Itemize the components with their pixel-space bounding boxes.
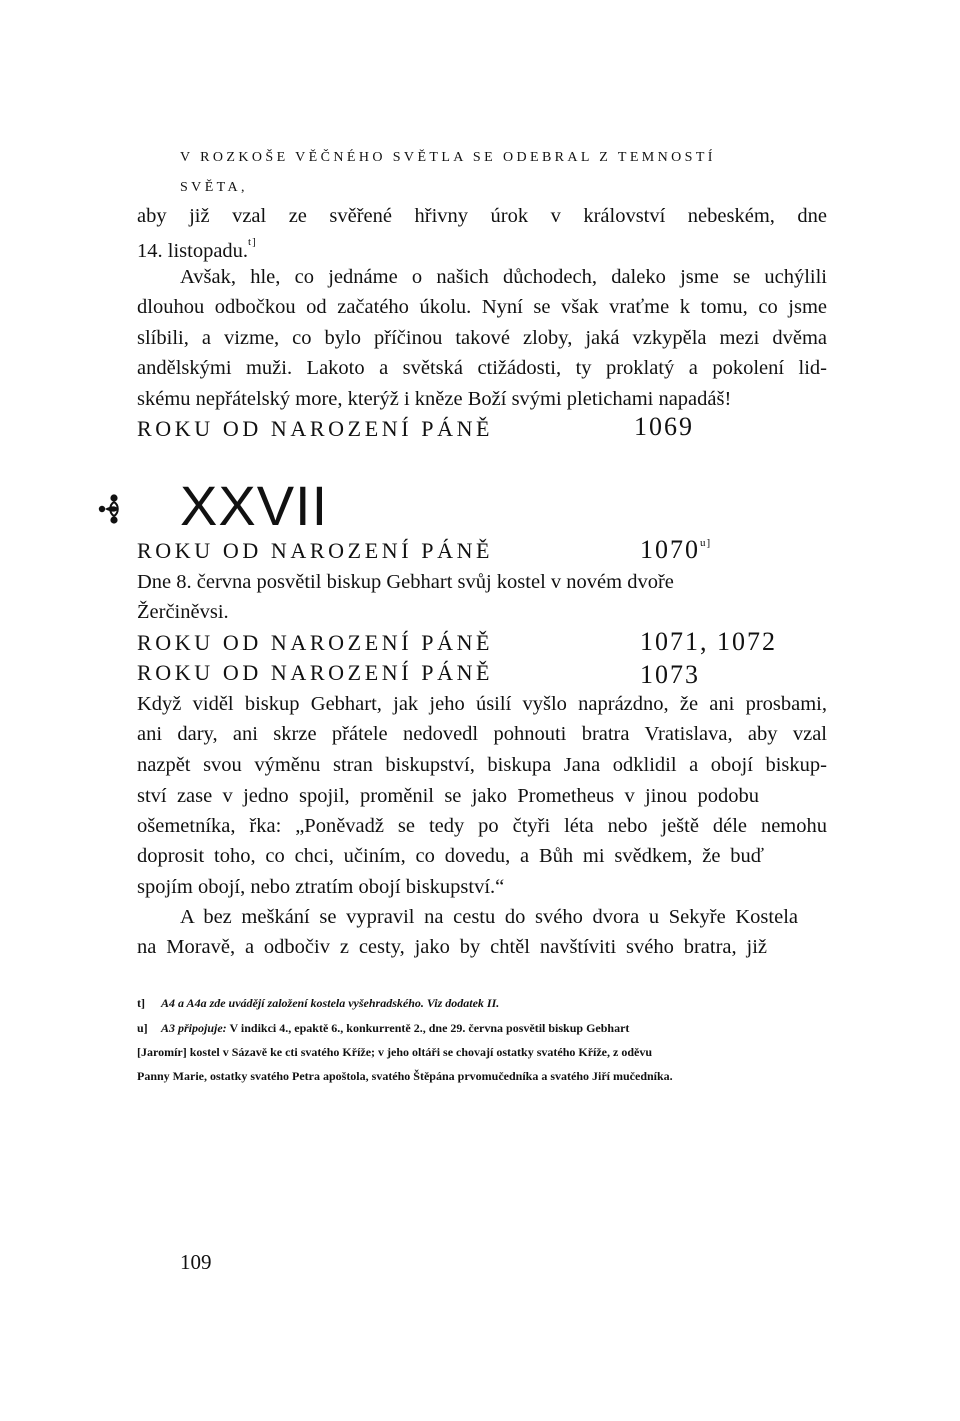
page-number: 109 xyxy=(180,1250,212,1274)
footnote-ref: u] xyxy=(700,537,712,549)
paragraph-line: Avšak, hle, co jednáme o našich důchodech, daleko jsme se uchýlili xyxy=(180,266,827,288)
heading-caps-line-1: V ROZKOŠE VĚČNÉHO SVĚTLA SE ODEBRAL Z TEMNOSTÍ xyxy=(180,150,716,165)
fleuron-icon xyxy=(96,490,126,530)
footnote-mark: u] xyxy=(137,1021,148,1035)
footnote-mark: t] xyxy=(137,996,145,1010)
year-number: 1073 xyxy=(640,660,700,689)
year-heading: ROKU OD NAROZENÍ PÁNĚ xyxy=(137,660,494,685)
paragraph-line: ani dary, ani skrze přátele nedovedl pohnouti bratra Vratislava, aby vzal xyxy=(137,723,827,745)
chapter-number: XXVII xyxy=(180,474,329,537)
footnote-continuation: [Jaromír] kostel v Sázavě ke cti svatého Kříže; v jeho oltáři se chovají ostatky svatého Kříže, z oděvu xyxy=(137,1045,653,1059)
footnote-ref: t] xyxy=(248,236,257,248)
paragraph-line: ství zase v jedno spojil, proměnil se jako Prometheus v jinou podobu xyxy=(137,785,759,807)
paragraph-line: nazpět svou výměnu stran biskupství, biskupa Jana odklidil a obojí biskup- xyxy=(137,754,827,776)
paragraph-line: doprosit toho, co chci, učiním, co dovedu, a Bůh mi svědkem, že buď xyxy=(137,845,764,867)
paragraph-line: Žerčiněvsi. xyxy=(137,601,229,623)
paragraph-line: ošemetníka, řka: „Poněvadž se tedy po čtyři léta nebo ještě déle nemohu xyxy=(137,815,827,837)
paragraph-line: spojím obojí, nebo ztratím obojí biskupství.“ xyxy=(137,876,505,898)
footnote-lead: A3 připojuje: xyxy=(161,1021,227,1035)
year-number: $1070^{u]}$ xyxy=(640,535,712,564)
year-heading: ROKU OD NAROZENÍ PÁNĚ xyxy=(137,416,494,441)
footnote xyxy=(137,997,827,1009)
paragraph-line: na Moravě, a odbočiv z cesty, jako by chtěl navštíviti svého bratra, již xyxy=(137,936,767,958)
paragraph-line: skému nepřátelský more, kterýž i kněze Boží svými pletichami napadáš! xyxy=(137,388,732,410)
year-heading: ROKU OD NAROZENÍ PÁNĚ xyxy=(137,538,494,563)
paragraph-line: Když viděl biskup Gebhart, jak jeho úsilí vyšlo naprázdno, že ani prosbami, xyxy=(137,693,827,715)
paragraph-line: andělskými muži. Lakoto a světská ctižádosti, ty proklatý a pokolení lid- xyxy=(137,357,827,379)
paragraph-line: 14. listopadu.$^{t]}$ xyxy=(137,236,257,262)
paragraph-line: slíbili, a vizme, co bylo příčinou takové zloby, jaká vzkypěla mezi dvěma xyxy=(137,327,827,349)
paragraph-line: Dne 8. června posvětil biskup Gebhart svůj kostel v novém dvoře xyxy=(137,571,674,593)
footnote-continuation: Panny Marie, ostatky svatého Petra apoštola, svatého Štěpána prvomučedníka a svatého Jiří mučedníka. xyxy=(137,1069,673,1083)
heading-caps-line-2: SVĚTA, xyxy=(180,180,248,195)
footnote-text: V indikci 4., epaktě 6., konkurrentě 2., dne 29. června posvětil biskup Gebhart xyxy=(229,1021,630,1035)
year-heading: ROKU OD NAROZENÍ PÁNĚ xyxy=(137,630,494,655)
footnote xyxy=(137,1022,827,1034)
paragraph-line: aby již vzal ze svěřené hřivny úrok v království nebeském, dne xyxy=(137,205,827,227)
paragraph-line: dlouhou odbočkou od začatého úkolu. Nyní se však vraťme k tomu, co jsme xyxy=(137,296,827,318)
year-number: 1071, 1072 xyxy=(640,627,777,656)
footnote-text: A4 a A4a zde uvádějí založení kostela vyšehradského. Viz dodatek II. xyxy=(161,996,500,1010)
paragraph-line: A bez meškání se vypravil na cestu do svého dvora u Sekyře Kostela xyxy=(180,906,798,928)
year-number: 1069 xyxy=(634,412,694,441)
